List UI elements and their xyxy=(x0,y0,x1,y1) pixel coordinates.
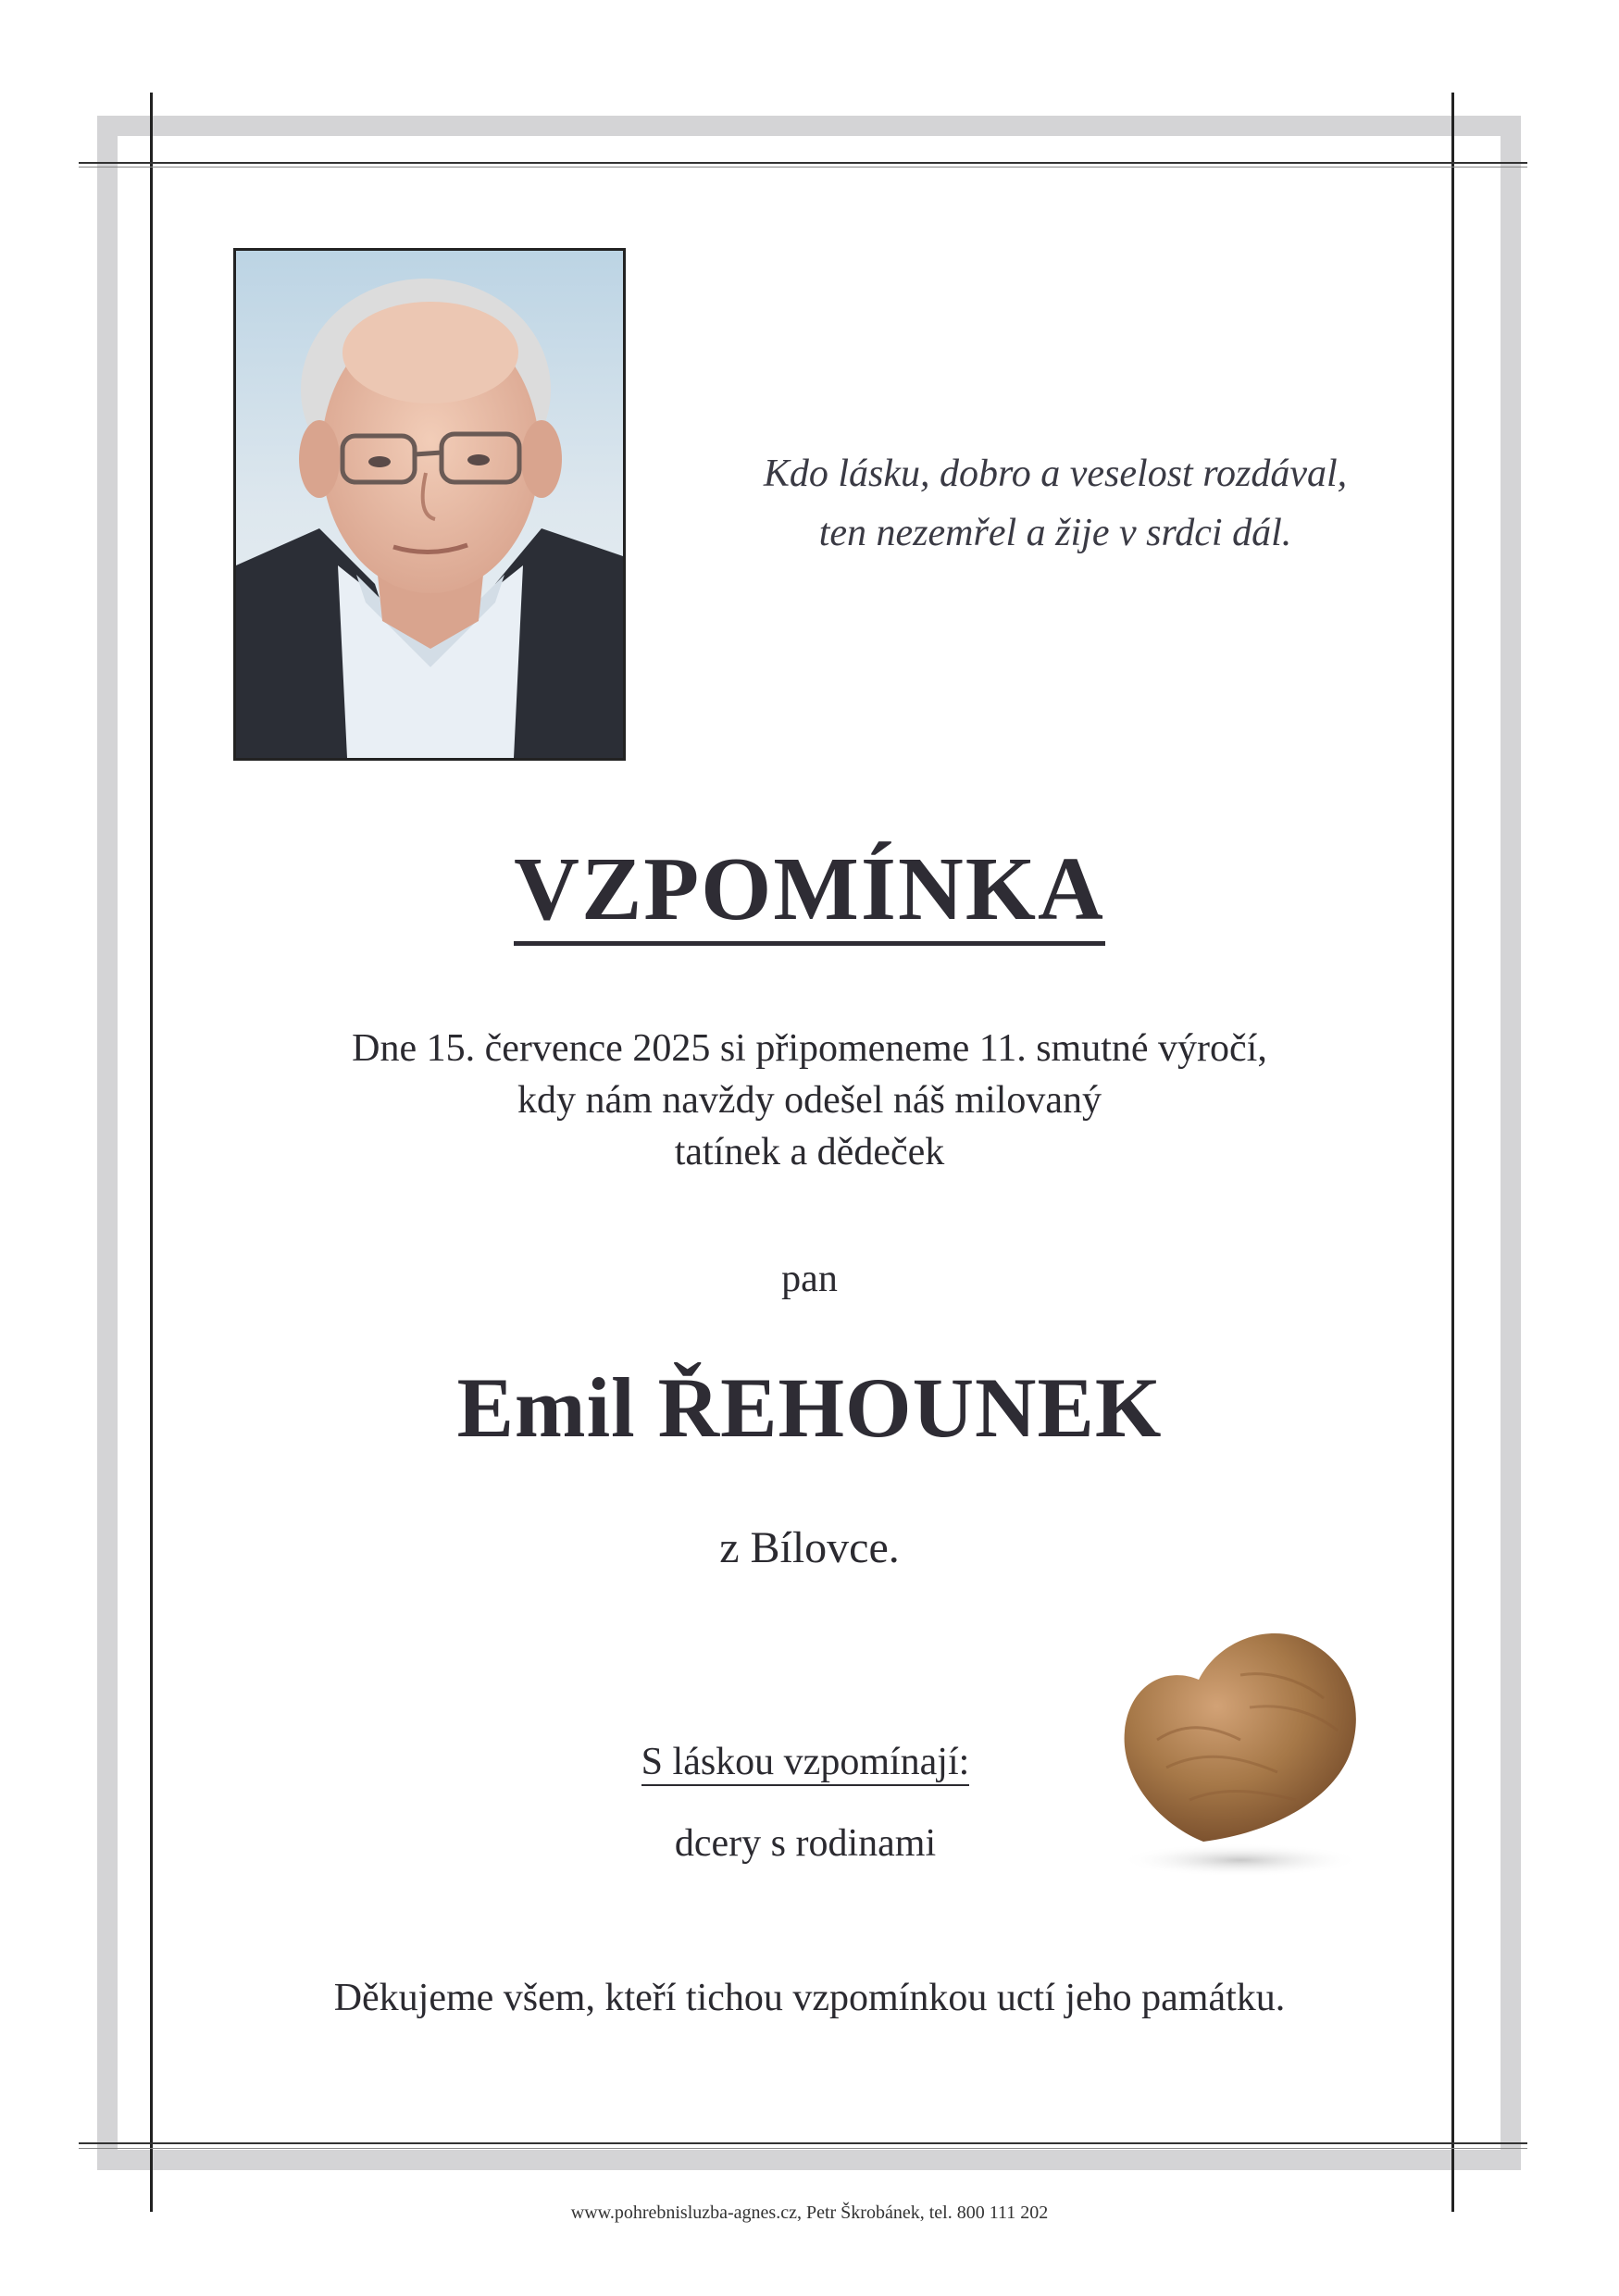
announcement-line-1: Dne 15. července 2025 si připomeneme 11. smutné výročí, xyxy=(352,1027,1267,1070)
bottom-horizontal-line-inner xyxy=(79,2148,1527,2149)
page-title xyxy=(0,838,1619,941)
mourners-heading xyxy=(555,1740,1055,1784)
top-horizontal-line xyxy=(79,162,1527,164)
origin-town: z Bílovce. xyxy=(719,1523,900,1572)
portrait-photo xyxy=(233,248,626,761)
motto-line-1: Kdo lásku, dobro a veselost rozdával, xyxy=(763,453,1348,495)
mourners-heading-text: S láskou vzpomínají: xyxy=(641,1741,970,1786)
footer-contact: www.pohrebnisluzba-agnes.cz, Petr Škrobánek, tel. 800 111 202 xyxy=(570,2203,1049,2223)
title-text: VZPOMÍNKA xyxy=(514,839,1105,946)
mourners-names: dcery s rodinami xyxy=(674,1822,937,1865)
honorific: pan xyxy=(781,1258,838,1300)
announcement-line-3: tatínek a dědeček xyxy=(674,1131,945,1173)
memorial-motto xyxy=(648,444,1463,563)
thanks-line: Děkujeme všem, kteří tichou vzpomínkou uctí jeho památku. xyxy=(333,1977,1286,2019)
announcement-text xyxy=(139,1023,1480,1178)
announcement-line-2: kdy nám navždy odešel náš milovaný xyxy=(517,1079,1102,1122)
top-horizontal-line-inner xyxy=(79,167,1527,168)
wooden-heart-image xyxy=(1102,1610,1389,1888)
bottom-horizontal-line xyxy=(79,2142,1527,2144)
deceased-name: Emil ŘEHOUNEK xyxy=(456,1360,1163,1455)
motto-line-2: ten nezemřel a žije v srdci dál. xyxy=(818,512,1292,554)
